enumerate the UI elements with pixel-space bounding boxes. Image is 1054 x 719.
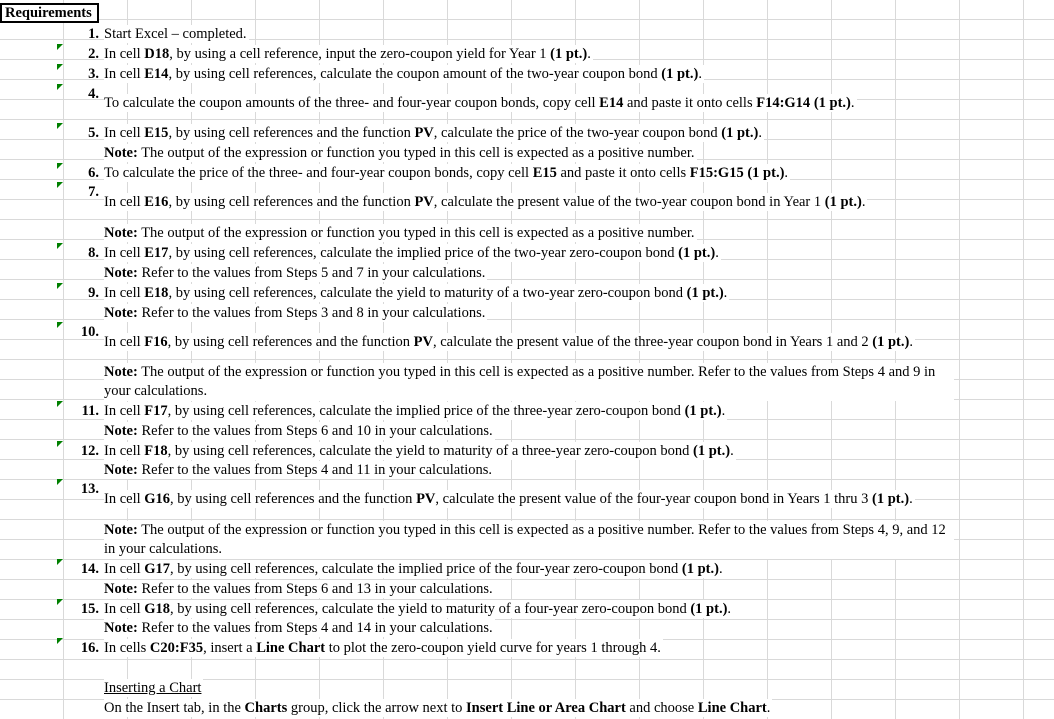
requirement-step-text: Start Excel – completed. (104, 26, 247, 42)
cell-error-indicator-icon[interactable] (57, 44, 63, 50)
step-number: 7. (88, 184, 99, 200)
step-number: 13. (80, 481, 99, 497)
requirement-note-text: Note: Refer to the values from Steps 4 and 11 in your calculations. (104, 462, 493, 478)
requirement-step-text: In cell F17, by using cell references, calculate the implied price of the three-year zero-coupon bond (1 pt.). (104, 403, 726, 419)
cell-error-indicator-icon[interactable] (57, 322, 63, 328)
step-number: 1. (88, 26, 99, 42)
requirement-step-text: To calculate the coupon amounts of the three- and four-year coupon bonds, copy cell E14 and paste it onto cells F14:G14 (1 pt.). (104, 95, 855, 111)
requirement-step-text: In cell E17, by using cell references, calculate the implied price of the two-year zero-coupon bond (1 pt.). (104, 245, 719, 261)
requirement-note-text: Note: The output of the expression or function you typed in this cell is expected as a positive number. (104, 145, 695, 161)
requirements-header-cell[interactable]: Requirements (0, 3, 99, 23)
step-number: 4. (88, 86, 99, 102)
requirement-note-text: Note: The output of the expression or function you typed in this cell is expected as a positive number. (104, 225, 695, 241)
step-number: 8. (88, 245, 99, 261)
step-number: 10. (80, 324, 99, 340)
requirement-note-text: Note: The output of the expression or function you typed in this cell is expected as a positive number. Refer to the values from Steps 4, 9, and 12 in your calculations. (104, 521, 954, 559)
step-number: 6. (88, 165, 99, 181)
step-number: 2. (88, 46, 99, 62)
inserting-chart-link[interactable]: Inserting a Chart (104, 680, 202, 696)
requirement-step-text: In cell D18, by using a cell reference, input the zero-coupon yield for Year 1 (1 pt.). (104, 46, 591, 62)
step-number: 15. (80, 601, 99, 617)
requirement-step-text: In cells C20:F35, insert a Line Chart to plot the zero-coupon yield curve for years 1 through 4. (104, 640, 661, 656)
cell-error-indicator-icon[interactable] (57, 64, 63, 70)
cell-error-indicator-icon[interactable] (57, 638, 63, 644)
cell-error-indicator-icon[interactable] (57, 243, 63, 249)
requirement-note-text: Note: The output of the expression or function you typed in this cell is expected as a positive number. Refer to the values from Steps 4 and 9 in your calculations. (104, 363, 954, 401)
step-number: 12. (80, 443, 99, 459)
cell-error-indicator-icon[interactable] (57, 599, 63, 605)
requirement-step-text: In cell G16, by using cell references and the function PV, calculate the present value of the four-year coupon bond in Years 1 thru 3 (1 pt.). (104, 491, 913, 507)
step-number: 14. (80, 561, 99, 577)
cell-error-indicator-icon[interactable] (57, 401, 63, 407)
requirement-note-text: Note: Refer to the values from Steps 4 and 14 in your calculations. (104, 620, 493, 636)
requirement-note-text: Note: Refer to the values from Steps 3 and 8 in your calculations. (104, 305, 486, 321)
cell-error-indicator-icon[interactable] (57, 182, 63, 188)
step-number: 3. (88, 66, 99, 82)
cell-error-indicator-icon[interactable] (57, 441, 63, 447)
requirement-note-text: Note: Refer to the values from Steps 6 and 13 in your calculations. (104, 581, 493, 597)
requirement-note-text: Note: Refer to the values from Steps 6 and 10 in your calculations. (104, 423, 493, 439)
requirement-step-text: In cell G18, by using cell references, calculate the yield to maturity of a four-year zero-coupon bond (1 pt.). (104, 601, 732, 617)
requirement-note-text: Note: Refer to the values from Steps 5 and 7 in your calculations. (104, 265, 486, 281)
step-number: 9. (88, 285, 99, 301)
requirement-step-text: In cell F16, by using cell references and the function PV, calculate the present value of the three-year coupon bond in Years 1 and 2 (1 pt.). (104, 334, 913, 350)
requirement-step-text: In cell F18, by using cell references, calculate the yield to maturity of a three-year zero-coupon bond (1 pt.). (104, 443, 734, 459)
step-number: 5. (88, 125, 99, 141)
step-number: 16. (80, 640, 99, 656)
requirement-note-text: On the Insert tab, in the Charts group, click the arrow next to Insert Line or Area Chart and choose Line Chart. (104, 700, 771, 716)
requirement-step-text: In cell E18, by using cell references, calculate the yield to maturity of a two-year zero-coupon bond (1 pt.). (104, 285, 728, 301)
cell-error-indicator-icon[interactable] (57, 84, 63, 90)
step-number: 11. (81, 403, 99, 419)
requirement-step-text: In cell G17, by using cell references, calculate the implied price of the four-year zero-coupon bond (1 pt.). (104, 561, 723, 577)
requirement-step-text: In cell E15, by using cell references and the function PV, calculate the price of the two-year coupon bond (1 pt.). (104, 125, 762, 141)
cell-error-indicator-icon[interactable] (57, 123, 63, 129)
cell-error-indicator-icon[interactable] (57, 559, 63, 565)
requirement-step-text: In cell E16, by using cell references and the function PV, calculate the present value of the two-year coupon bond in Year 1 (1 pt.). (104, 194, 866, 210)
cell-error-indicator-icon[interactable] (57, 479, 63, 485)
requirement-step-text: In cell E14, by using cell references, calculate the coupon amount of the two-year coupon bond (1 pt.). (104, 66, 702, 82)
cell-error-indicator-icon[interactable] (57, 283, 63, 289)
cell-error-indicator-icon[interactable] (57, 163, 63, 169)
requirement-step-text: To calculate the price of the three- and four-year coupon bonds, copy cell E15 and paste it onto cells F15:G15 (1 pt.). (104, 165, 789, 181)
